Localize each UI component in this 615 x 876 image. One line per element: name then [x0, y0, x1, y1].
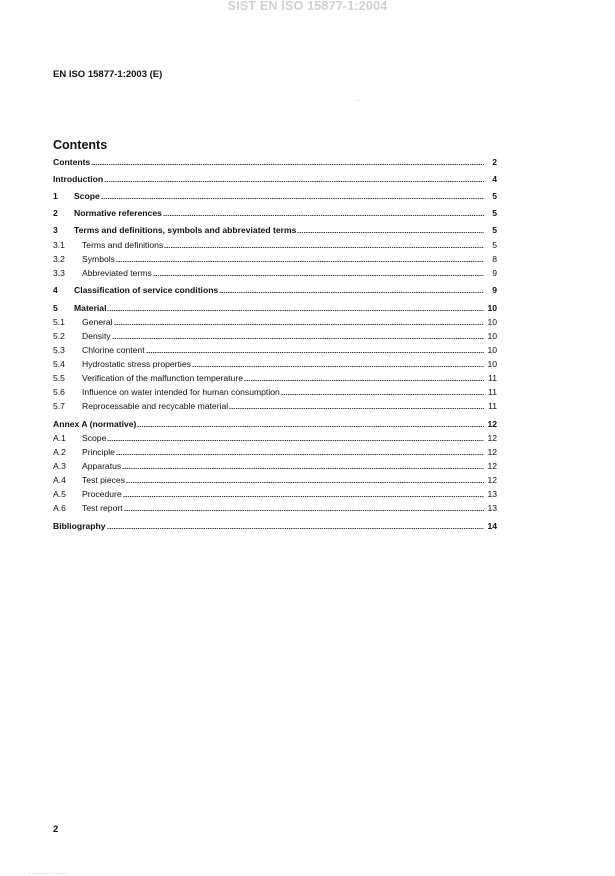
toc-entry-page: 12 — [487, 433, 497, 443]
toc-entry[interactable] — [53, 487, 497, 500]
toc-entry[interactable] — [53, 501, 497, 514]
toc-leader-dots — [116, 454, 484, 455]
toc-entry-title: Reprocessable and recycable material — [82, 401, 229, 411]
toc-entry-page: 10 — [487, 345, 497, 355]
toc-entry-number: 5.6 — [53, 387, 65, 397]
toc-entry-title: Terms and definitions, symbols and abbreviated terms — [74, 225, 297, 235]
toc-entry-number: A.6 — [53, 503, 66, 513]
toc-entry-number: A.2 — [53, 447, 66, 457]
toc-entry[interactable] — [53, 301, 497, 314]
toc-entry-page: 13 — [487, 489, 497, 499]
toc-entry-page: 9 — [492, 268, 497, 278]
toc-entry-page: 4 — [492, 174, 497, 184]
toc-leader-dots — [101, 198, 484, 199]
toc-entry-number: 1 — [53, 191, 58, 201]
toc-entry-title: Classification of service conditions — [74, 285, 219, 295]
toc-entry[interactable] — [53, 399, 497, 412]
scan-artifact — [358, 100, 359, 101]
toc-entry-page: 13 — [487, 503, 497, 513]
toc-entry[interactable] — [53, 417, 497, 430]
toc-entry-number: A.4 — [53, 475, 66, 485]
toc-entry[interactable] — [53, 519, 497, 532]
toc-entry-number: A.5 — [53, 489, 66, 499]
toc-entry[interactable] — [53, 266, 497, 279]
toc-entry-title: Test pieces — [82, 475, 125, 485]
toc-leader-dots — [137, 426, 484, 427]
toc-entry-page: 12 — [487, 461, 497, 471]
toc-leader-dots — [91, 164, 484, 165]
toc-entry-title: Hydrostatic stress properties — [82, 359, 191, 369]
toc-leader-dots — [112, 338, 484, 339]
toc-entry-title: Procedure — [82, 489, 122, 499]
toc-entry-number: 5.7 — [53, 401, 65, 411]
toc-entry-number: A.1 — [53, 433, 66, 443]
toc-entry-page: 10 — [487, 303, 497, 313]
watermark-text: SIST EN ISO 15877-1:2004 — [227, 0, 388, 13]
toc-entry-page: 2 — [492, 157, 497, 167]
toc-entry-title: Abbreviated terms — [82, 268, 152, 278]
toc-entry-title: Influence on water intended for human consumption — [82, 387, 280, 397]
toc-entry-title: Contents — [53, 157, 91, 167]
toc-leader-dots — [164, 247, 484, 248]
toc-entry-page: 12 — [487, 447, 497, 457]
toc-entry[interactable] — [53, 172, 497, 185]
toc-entry-title: Principle — [82, 447, 115, 457]
toc-entry-number: 3.1 — [53, 240, 65, 250]
toc-entry-title: Material — [74, 303, 107, 313]
toc-leader-dots — [153, 275, 484, 276]
toc-entry[interactable] — [53, 155, 497, 168]
toc-entry-page: 5 — [492, 208, 497, 218]
toc-entry-title: Test report — [82, 503, 123, 513]
toc-leader-dots — [107, 528, 484, 529]
toc-leader-dots — [116, 261, 484, 262]
toc-entry-number: 5.4 — [53, 359, 65, 369]
document-identifier: EN ISO 15877-1:2003 (E) — [53, 69, 163, 80]
toc-entry-number: 5 — [53, 303, 58, 313]
toc-entry-page: 14 — [487, 521, 497, 531]
toc-entry-number: 5.2 — [53, 331, 65, 341]
toc-entry-title: Annex A (normative) — [53, 419, 137, 429]
toc-entry[interactable] — [53, 206, 497, 219]
toc-leader-dots — [219, 292, 484, 293]
toc-entry-title: Symbols — [82, 254, 115, 264]
toc-entry-title: Verification of the malfunction temperature — [82, 373, 243, 383]
toc-entry-page: 11 — [488, 373, 497, 383]
toc-leader-dots — [114, 324, 484, 325]
toc-leader-dots — [163, 215, 484, 216]
toc-leader-dots — [122, 468, 484, 469]
toc-entry-title: Scope — [74, 191, 100, 201]
toc-leader-dots — [124, 510, 484, 511]
toc-leader-dots — [281, 394, 484, 395]
toc-entry[interactable] — [53, 238, 497, 251]
toc-entry[interactable] — [53, 189, 497, 202]
toc-entry-title: General — [82, 317, 113, 327]
toc-leader-dots — [229, 408, 484, 409]
toc-entry[interactable] — [53, 357, 497, 370]
toc-leader-dots — [107, 440, 484, 441]
toc-entry-number: 3 — [53, 225, 58, 235]
toc-leader-dots — [104, 181, 484, 182]
toc-entry-page: 10 — [487, 317, 497, 327]
toc-entry-title: Normative references — [74, 208, 162, 218]
toc-entry-page: 11 — [488, 387, 497, 397]
toc-entry[interactable] — [53, 343, 497, 356]
toc-entry-page: 10 — [487, 359, 497, 369]
toc-entry-number: 4 — [53, 285, 58, 295]
toc-entry-page: 5 — [492, 240, 497, 250]
toc-leader-dots — [192, 366, 484, 367]
page-number: 2 — [53, 824, 59, 835]
toc-leader-dots — [123, 496, 484, 497]
toc-entry-page: 5 — [492, 191, 497, 201]
toc-entry-number: 3.2 — [53, 254, 65, 264]
toc-entry-title: Chlorine content — [82, 345, 145, 355]
toc-entry[interactable] — [53, 223, 497, 236]
toc-entry[interactable] — [53, 315, 497, 328]
toc-entry-page: 10 — [487, 331, 497, 341]
toc-entry[interactable] — [53, 431, 497, 444]
toc-entry-number: 2 — [53, 208, 58, 218]
toc-entry-title: Terms and definitions — [82, 240, 164, 250]
toc-entry[interactable] — [53, 329, 497, 342]
toc-entry[interactable] — [53, 473, 497, 486]
toc-entry-title: Bibliography — [53, 521, 106, 531]
toc-leader-dots — [146, 352, 484, 353]
toc-leader-dots — [107, 310, 484, 311]
toc-entry[interactable] — [53, 459, 497, 472]
toc-entry[interactable] — [53, 283, 497, 296]
toc-leader-dots — [297, 232, 484, 233]
toc-leader-dots — [244, 380, 484, 381]
toc-entry[interactable] — [53, 371, 497, 384]
toc-entry-page: 5 — [492, 225, 497, 235]
toc-entry[interactable] — [53, 385, 497, 398]
toc-entry-title: Introduction — [53, 174, 104, 184]
toc-entry-page: 8 — [492, 254, 497, 264]
toc-entry-number: 5.3 — [53, 345, 65, 355]
toc-entry-title: Density — [82, 331, 111, 341]
scan-artifact — [28, 873, 66, 874]
toc-entry-number: A.3 — [53, 461, 66, 471]
toc-entry-title: Apparatus — [82, 461, 122, 471]
toc-entry-title: Scope — [82, 433, 107, 443]
page-title: Contents — [53, 138, 108, 152]
toc-entry[interactable] — [53, 445, 497, 458]
toc-entry-number: 5.1 — [53, 317, 65, 327]
toc-entry-page: 12 — [487, 419, 497, 429]
toc-entry-page: 9 — [492, 285, 497, 295]
toc-entry-number: 5.5 — [53, 373, 65, 383]
toc-entry-page: 12 — [487, 475, 497, 485]
toc-entry[interactable] — [53, 252, 497, 265]
toc-leader-dots — [126, 482, 484, 483]
toc-entry-number: 3.3 — [53, 268, 65, 278]
toc-entry-page: 11 — [488, 401, 497, 411]
